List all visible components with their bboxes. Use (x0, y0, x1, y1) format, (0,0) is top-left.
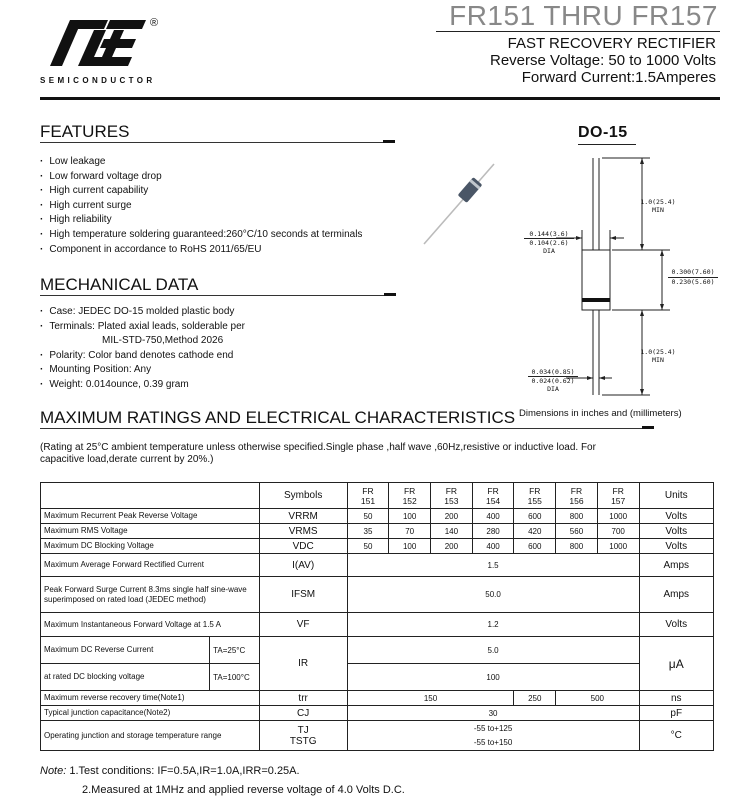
ratings-table (40, 482, 714, 751)
value-tj: -55 to+125 (473, 723, 513, 733)
row-symbol: VDC (259, 539, 347, 554)
subtitle-reverse-voltage: Reverse Voltage: 50 to 1000 Volts (490, 52, 716, 69)
row-description: Maximum DC Reverse Current (41, 637, 210, 664)
cell-value: 420 (514, 524, 556, 539)
row-description: Peak Forward Surge Current 8.3ms single half sine-wave superimposed on rated load (JEDEC method) (41, 577, 260, 613)
cell-value: 100 (389, 509, 431, 524)
ratings-rule-tab (642, 426, 654, 429)
dim-body-length (668, 268, 718, 287)
table-row (41, 613, 714, 637)
list-item: · Case: JEDEC DO-15 molded plastic body (40, 305, 245, 320)
cell-value: 200 (431, 509, 473, 524)
list-item: MIL-STD-750,Method 2026 (102, 335, 224, 347)
list-item: · Low leakage (40, 155, 362, 170)
row-symbol: VRMS (259, 524, 347, 539)
cell-value: 50.0 (347, 577, 639, 613)
diode-photo-icon (420, 160, 500, 250)
cell-value: 800 (556, 509, 598, 524)
part-number: 152 (402, 495, 417, 506)
dimensions-note: Dimensions in inches and (millimeters) (519, 408, 682, 419)
note-2: 2.Measured at 1MHz and applied reverse voltage of 4.0 Volts D.C. (82, 784, 405, 796)
cell-value: 1000 (597, 509, 639, 524)
list-item: · Low forward voltage drop (40, 170, 362, 185)
part-number: 155 (527, 495, 542, 506)
dim-value: 0.104(2.6) (529, 239, 569, 247)
row-unit: μA (639, 637, 713, 691)
part-number: 156 (569, 495, 584, 506)
mechanical-rule-tab (384, 293, 396, 296)
dim-value: 0.300(7.60) (668, 268, 718, 278)
row-description: Operating junction and storage temperature range (41, 721, 260, 751)
cell-value: 1.2 (347, 613, 639, 637)
row-unit: ns (639, 691, 713, 706)
symbols-header: Symbols (259, 483, 347, 509)
cell-value: 1000 (597, 539, 639, 554)
dim-value: 0.230(5.60) (671, 278, 715, 286)
cell-value: 5.0 (347, 637, 639, 664)
row-unit: °C (639, 721, 713, 751)
row-symbol: CJ (259, 706, 347, 721)
cell-value: 1.5 (347, 554, 639, 577)
cell-value: 50 (347, 509, 389, 524)
list-item: · Terminals: Plated axial leads, solderable per (40, 320, 245, 335)
row-unit: Volts (639, 613, 713, 637)
part-number: 153 (444, 495, 459, 506)
part-header (597, 483, 639, 509)
note-1 (40, 765, 300, 777)
package-name: DO-15 (578, 124, 628, 141)
list-item: · Component in accordance to RoHS 2011/65/EU (40, 243, 362, 258)
note-1-text: 1.Test conditions: IF=0.5A,IR=1.0A,IRR=0.25A. (69, 765, 300, 777)
ratings-title: MAXIMUM RATINGS AND ELECTRICAL CHARACTERISTICS (40, 408, 516, 427)
features-rule-tab (383, 140, 395, 143)
dim-body-diameter (524, 230, 574, 255)
part-prefix: FR (445, 485, 458, 496)
row-description: Maximum reverse recovery time(Note1) (41, 691, 260, 706)
company-logo-icon (48, 20, 152, 68)
table-row (41, 483, 714, 509)
mechanical-rule (40, 295, 396, 296)
part-header (556, 483, 598, 509)
cell-value: 70 (389, 524, 431, 539)
features-list (40, 155, 362, 257)
value-tstg: -55 to+150 (473, 737, 513, 747)
part-header (472, 483, 514, 509)
list-item: · Mounting Position: Any (40, 363, 245, 378)
cell-value: 400 (472, 539, 514, 554)
cell-value: 200 (431, 539, 473, 554)
units-header: Units (639, 483, 713, 509)
part-prefix: FR (403, 485, 416, 496)
cell-value: 500 (556, 691, 639, 706)
cell-value: 560 (556, 524, 598, 539)
part-number: 154 (485, 495, 501, 506)
package-name-rule (578, 144, 636, 145)
mechanical-title: MECHANICAL DATA (40, 275, 199, 294)
row-symbol (259, 721, 347, 751)
row-condition: TA=100°C (210, 664, 260, 691)
cell-value: 600 (514, 509, 556, 524)
dim-min: MIN (652, 206, 664, 214)
table-row (41, 554, 714, 577)
part-header (389, 483, 431, 509)
top-rule (40, 97, 720, 100)
part-prefix: FR (612, 485, 624, 496)
dim-lead-length-bottom (638, 348, 678, 364)
row-description: Maximum Recurrent Peak Reverse Voltage (41, 509, 260, 524)
list-item: · High current capability (40, 184, 362, 199)
cell-value: 100 (347, 664, 639, 691)
row-unit: pF (639, 706, 713, 721)
features-title: FEATURES (40, 122, 130, 141)
part-prefix: FR (529, 485, 541, 496)
cell-value: 100 (389, 539, 431, 554)
list-item: · Weight: 0.014ounce, 0.39 gram (40, 378, 245, 393)
row-description: Typical junction capacitance(Note2) (41, 706, 260, 721)
dim-dia: DIA (547, 385, 559, 393)
blank-header (41, 483, 260, 509)
table-row (41, 524, 714, 539)
row-symbol: I(AV) (259, 554, 347, 577)
cell-value: 140 (431, 524, 473, 539)
part-header (514, 483, 556, 509)
logo-text: SEMICONDUCTOR (40, 76, 156, 85)
row-symbol: trr (259, 691, 347, 706)
ratings-rule (40, 428, 654, 429)
part-title: FR151 THRU FR157 (449, 0, 718, 31)
dim-min: MIN (652, 356, 664, 364)
row-symbol: VF (259, 613, 347, 637)
cell-value: 150 (347, 691, 514, 706)
row-symbol: IFSM (259, 577, 347, 613)
row-description: Maximum RMS Voltage (41, 524, 260, 539)
cell-value: 30 (347, 706, 639, 721)
dim-lead-diameter (528, 368, 578, 393)
part-prefix: FR (570, 485, 583, 496)
part-number: 157 (611, 495, 626, 506)
part-prefix: FR (362, 485, 374, 496)
cell-value: 700 (597, 524, 639, 539)
row-unit: Amps (639, 577, 713, 613)
header-rule (436, 31, 720, 32)
row-unit: Volts (639, 539, 713, 554)
list-item: · High temperature soldering guaranteed:260°C/10 seconds at terminals (40, 228, 362, 243)
table-row (41, 637, 714, 664)
list-item: · Polarity: Color band denotes cathode end (40, 349, 245, 364)
part-header (431, 483, 473, 509)
registered-mark: ® (150, 17, 159, 29)
table-row (41, 691, 714, 706)
row-unit: Amps (639, 554, 713, 577)
part-number: 151 (360, 495, 376, 506)
row-description: Maximum Average Forward Rectified Current (41, 554, 260, 577)
cell-value: 600 (514, 539, 556, 554)
table-row (41, 664, 714, 691)
cell-value: 400 (472, 509, 514, 524)
row-description: Maximum Instantaneous Forward Voltage at 1.5 A (41, 613, 260, 637)
part-header (347, 483, 389, 509)
symbol-tj: TJ (297, 724, 309, 736)
row-symbol: VRRM (259, 509, 347, 524)
list-item: · High current surge (40, 199, 362, 214)
dim-dia: DIA (543, 247, 555, 255)
dim-value: 1.0(25.4) (640, 348, 676, 356)
table-row (41, 721, 714, 751)
mechanical-list (40, 305, 245, 393)
list-item: · High reliability (40, 213, 362, 228)
table-row (41, 706, 714, 721)
table-row (41, 577, 714, 613)
row-description: Maximum DC Blocking Voltage (41, 539, 260, 554)
features-rule (40, 142, 394, 143)
cell-value (347, 721, 639, 751)
cell-value: 35 (347, 524, 389, 539)
cell-value: 50 (347, 539, 389, 554)
dim-value: 0.144(3.6) (524, 230, 574, 239)
subtitle-product-type: FAST RECOVERY RECTIFIER (507, 35, 716, 52)
ratings-note: (Rating at 25°C ambient temperature unless otherwise specified.Single phase ,half wave ,60Hz,resistive or inductive load. For capacitive load,derate current by 20%.) (40, 442, 596, 465)
dim-value: 0.024(0.62) (531, 377, 575, 385)
cell-value: 280 (472, 524, 514, 539)
row-symbol: IR (259, 637, 347, 691)
cell-value: 250 (514, 691, 556, 706)
row-unit: Volts (639, 524, 713, 539)
subtitle-forward-current: Forward Current:1.5Amperes (521, 69, 716, 86)
note-label: Note: (40, 765, 67, 777)
table-row (41, 509, 714, 524)
symbol-tstg: TSTG (289, 735, 317, 747)
part-prefix: FR (487, 485, 499, 496)
cell-value: 800 (556, 539, 598, 554)
row-condition: TA=25°C (210, 637, 260, 664)
table-row (41, 539, 714, 554)
row-unit: Volts (639, 509, 713, 524)
dim-value: 0.034(0.85) (528, 368, 578, 377)
dim-lead-length-top (638, 198, 678, 214)
dim-value: 1.0(25.4) (640, 198, 676, 206)
row-description: at rated DC blocking voltage (41, 664, 210, 691)
